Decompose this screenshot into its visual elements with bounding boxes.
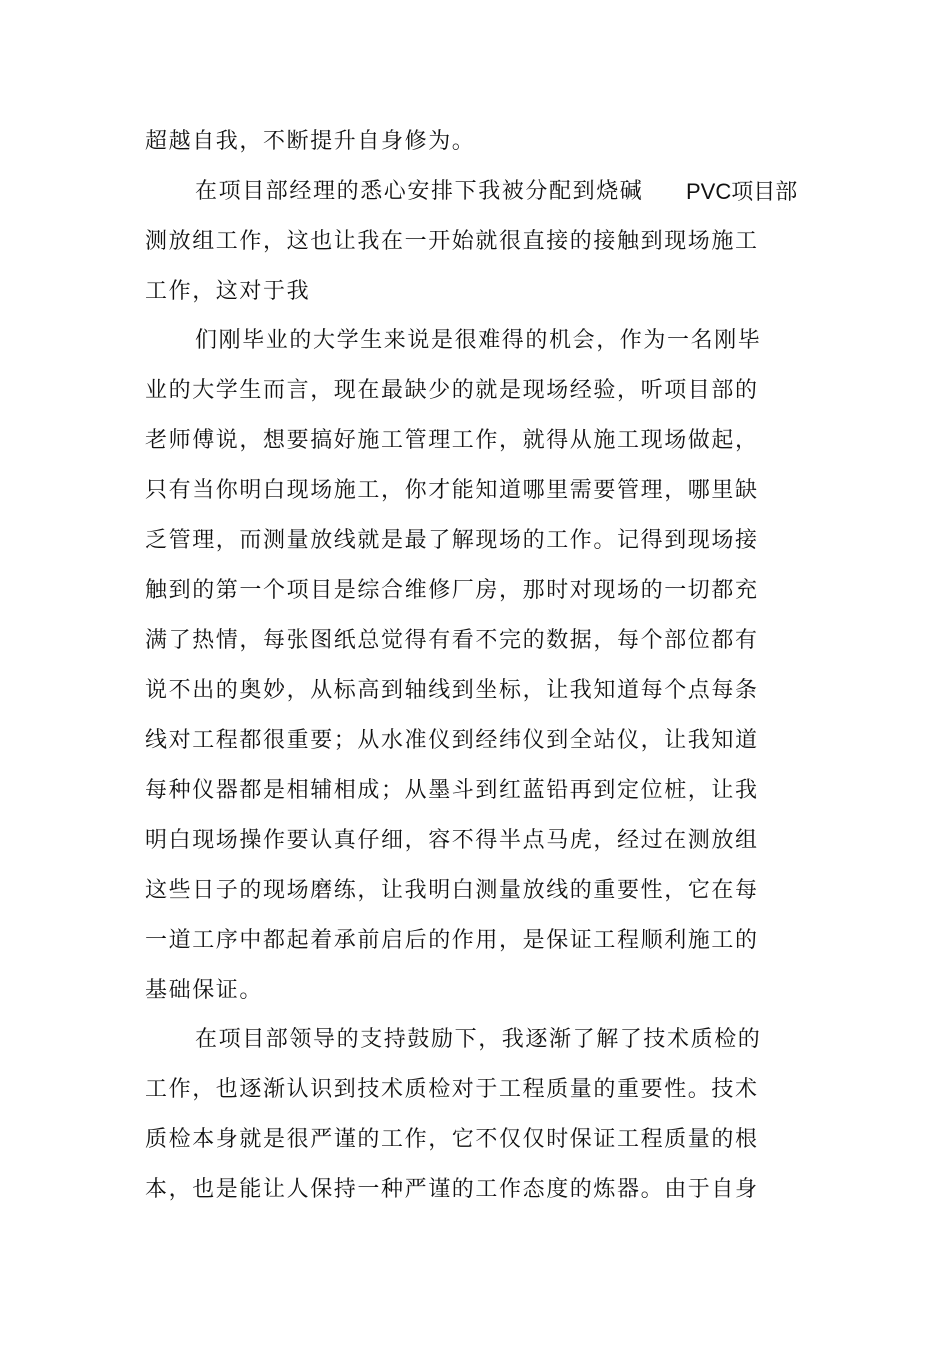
text-line-21: 质检本身就是很严谨的工作，它不仅仅时保证工程质量的根 bbox=[145, 1127, 759, 1152]
text-line-8: 只有当你明白现场施工，你才能知道哪里需要管理，哪里缺 bbox=[145, 478, 759, 503]
text-line-7: 老师傅说，想要搞好施工管理工作，就得从施工现场做起， bbox=[145, 428, 759, 453]
text-line-6: 业的大学生而言，现在最缺少的就是现场经验，听项目部的 bbox=[145, 378, 759, 403]
text-line-17: 一道工序中都起着承前启后的作用，是保证工程顺利施工的 bbox=[145, 928, 759, 953]
text-line-3: 测放组工作，这也让我在一开始就很直接的接触到现场施工 bbox=[145, 229, 759, 254]
text-line-5: 们刚毕业的大学生来说是很难得的机会，作为一名刚毕 bbox=[195, 328, 762, 353]
text-line-1: 超越自我，不断提升自身修为。 bbox=[145, 129, 476, 154]
text-line-10: 触到的第一个项目是综合维修厂房，那时对现场的一切都充 bbox=[145, 578, 759, 603]
text-line-2-suffix: PVC项目部 bbox=[686, 179, 798, 204]
text-line-19: 在项目部领导的支持鼓励下，我逐渐了解了技术质检的 bbox=[195, 1027, 762, 1052]
text-line-15: 明白现场操作要认真仔细，容不得半点马虎，经过在测放组 bbox=[145, 828, 759, 853]
text-line-18: 基础保证。 bbox=[145, 978, 264, 1003]
text-line-12: 说不出的奥妙，从标高到轴线到坐标，让我知道每个点每条 bbox=[145, 678, 759, 703]
text-line-2: 在项目部经理的悉心安排下我被分配到烧碱 bbox=[195, 179, 644, 204]
text-line-13: 线对工程都很重要；从水准仪到经纬仪到全站仪，让我知道 bbox=[145, 728, 759, 753]
text-line-9: 乏管理，而测量放线就是最了解现场的工作。记得到现场接 bbox=[145, 528, 759, 553]
text-line-4: 工作，这对于我 bbox=[145, 279, 311, 304]
text-line-11: 满了热情，每张图纸总觉得有看不完的数据，每个部位都有 bbox=[145, 628, 759, 653]
text-line-20: 工作，也逐渐认识到技术质检对于工程质量的重要性。技术 bbox=[145, 1077, 759, 1102]
text-line-14: 每种仪器都是相辅相成；从墨斗到红蓝铅再到定位桩，让我 bbox=[145, 778, 759, 803]
text-line-22: 本，也是能让人保持一种严谨的工作态度的炼器。由于自身 bbox=[145, 1177, 759, 1202]
text-line-16: 这些日子的现场磨练，让我明白测量放线的重要性，它在每 bbox=[145, 878, 759, 903]
